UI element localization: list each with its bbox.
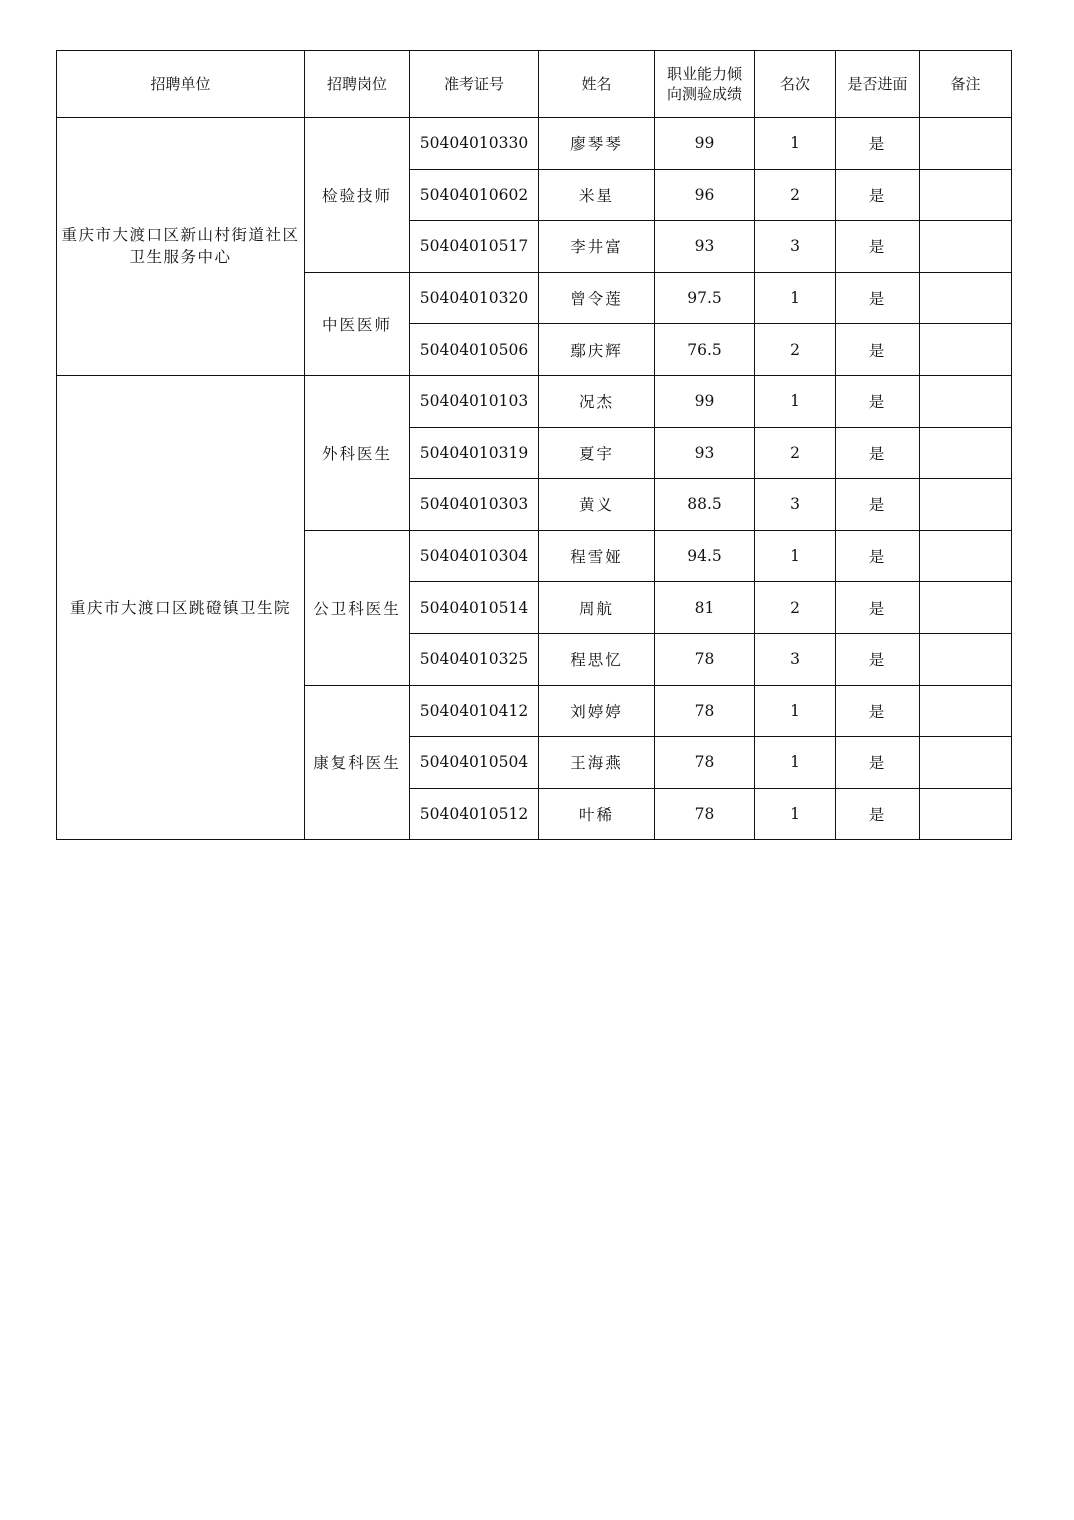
score-cell: 96 [655,169,755,221]
score-cell: 81 [655,582,755,634]
exam-no-cell: 50404010304 [410,530,539,582]
interview-cell: 是 [836,685,920,737]
exam-no-cell: 50404010303 [410,479,539,531]
score-cell: 97.5 [655,272,755,324]
name-cell: 周航 [539,582,655,634]
rank-cell: 3 [755,479,836,531]
score-cell: 78 [655,788,755,840]
name-cell: 况杰 [539,375,655,427]
exam-no-cell: 50404010504 [410,737,539,789]
remark-cell [920,530,1012,582]
interview-cell: 是 [836,221,920,273]
exam-no-cell: 50404010514 [410,582,539,634]
remark-cell [920,685,1012,737]
name-cell: 程思忆 [539,633,655,685]
exam-no-cell: 50404010319 [410,427,539,479]
header-score: 职业能力倾向测验成绩 [655,51,755,118]
score-cell: 76.5 [655,324,755,376]
table-row [57,118,1012,170]
remark-cell [920,788,1012,840]
rank-cell: 1 [755,375,836,427]
remark-cell [920,479,1012,531]
interview-cell: 是 [836,427,920,479]
rank-cell: 3 [755,221,836,273]
remark-cell [920,118,1012,170]
name-cell: 王海燕 [539,737,655,789]
name-cell: 廖琴琴 [539,118,655,170]
rank-cell: 1 [755,272,836,324]
name-cell: 夏宇 [539,427,655,479]
remark-cell [920,737,1012,789]
score-cell: 88.5 [655,479,755,531]
interview-cell: 是 [836,375,920,427]
rank-cell: 1 [755,118,836,170]
exam-no-cell: 50404010517 [410,221,539,273]
exam-no-cell: 50404010512 [410,788,539,840]
rank-cell: 3 [755,633,836,685]
score-cell: 99 [655,375,755,427]
header-exam-no: 准考证号 [410,51,539,118]
header-row [57,51,1012,118]
score-cell: 99 [655,118,755,170]
interview-cell: 是 [836,324,920,376]
header-name: 姓名 [539,51,655,118]
score-cell: 78 [655,685,755,737]
score-cell: 78 [655,737,755,789]
rank-cell: 2 [755,169,836,221]
rank-cell: 2 [755,324,836,376]
header-rank: 名次 [755,51,836,118]
post-name: 康复科医生 [305,685,410,840]
results-table [56,50,1012,840]
remark-cell [920,375,1012,427]
exam-no-cell: 50404010330 [410,118,539,170]
remark-cell [920,427,1012,479]
remark-cell [920,272,1012,324]
name-cell: 黄义 [539,479,655,531]
unit-name: 重庆市大渡口区新山村街道社区卫生服务中心 [57,118,305,376]
exam-no-cell: 50404010602 [410,169,539,221]
header-unit: 招聘单位 [57,51,305,118]
score-cell: 94.5 [655,530,755,582]
rank-cell: 1 [755,737,836,789]
interview-cell: 是 [836,633,920,685]
exam-no-cell: 50404010103 [410,375,539,427]
interview-cell: 是 [836,530,920,582]
rank-cell: 2 [755,427,836,479]
name-cell: 李井富 [539,221,655,273]
name-cell: 叶稀 [539,788,655,840]
name-cell: 程雪娅 [539,530,655,582]
remark-cell [920,169,1012,221]
remark-cell [920,221,1012,273]
remark-cell [920,582,1012,634]
post-name: 外科医生 [305,375,410,530]
name-cell: 曾令莲 [539,272,655,324]
header-remark: 备注 [920,51,1012,118]
header-interview: 是否进面 [836,51,920,118]
header-post: 招聘岗位 [305,51,410,118]
exam-no-cell: 50404010506 [410,324,539,376]
rank-cell: 2 [755,582,836,634]
post-name: 中医医师 [305,272,410,375]
score-cell: 93 [655,221,755,273]
name-cell: 鄢庆辉 [539,324,655,376]
remark-cell [920,633,1012,685]
exam-no-cell: 50404010412 [410,685,539,737]
unit-name: 重庆市大渡口区跳磴镇卫生院 [57,375,305,839]
post-name: 公卫科医生 [305,530,410,685]
name-cell: 米星 [539,169,655,221]
interview-cell: 是 [836,169,920,221]
table-row [57,375,1012,427]
name-cell: 刘婷婷 [539,685,655,737]
rank-cell: 1 [755,685,836,737]
interview-cell: 是 [836,737,920,789]
score-cell: 78 [655,633,755,685]
interview-cell: 是 [836,788,920,840]
exam-no-cell: 50404010325 [410,633,539,685]
exam-no-cell: 50404010320 [410,272,539,324]
interview-cell: 是 [836,118,920,170]
interview-cell: 是 [836,272,920,324]
score-cell: 93 [655,427,755,479]
interview-cell: 是 [836,582,920,634]
post-name: 检验技师 [305,118,410,273]
interview-cell: 是 [836,479,920,531]
rank-cell: 1 [755,530,836,582]
rank-cell: 1 [755,788,836,840]
remark-cell [920,324,1012,376]
